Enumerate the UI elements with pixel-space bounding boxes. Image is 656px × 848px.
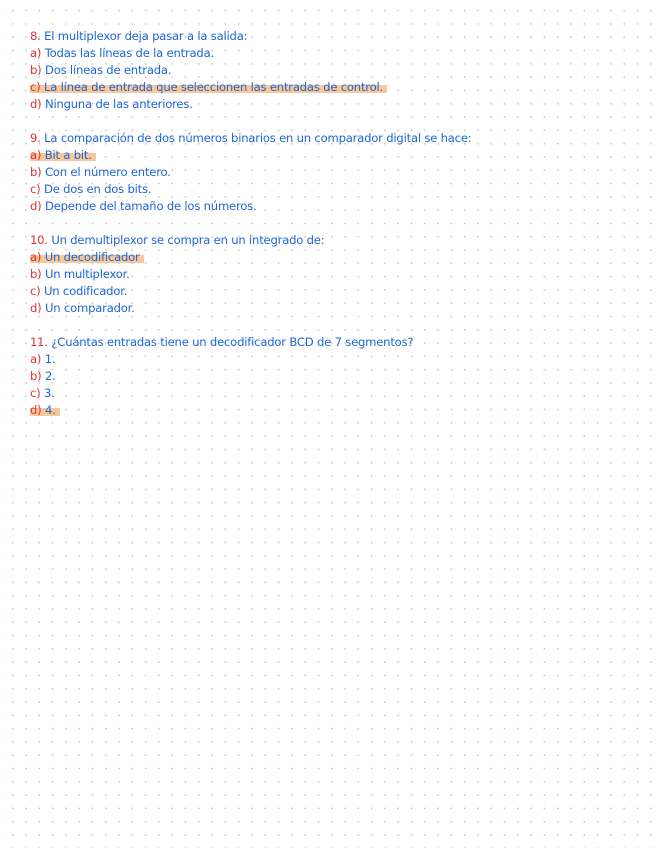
question-10 — [30, 232, 630, 317]
question-list — [30, 28, 630, 436]
question-text: La comparación de dos números binarios en un comparador digital se hace: — [44, 131, 472, 145]
option-letter: c) — [30, 80, 41, 94]
option-letter: b) — [30, 369, 42, 383]
option-b — [30, 62, 630, 79]
option-text: Depende del tamaño de los números. — [44, 199, 257, 213]
question-text: ¿Cuántas entradas tiene un decodificador BCD de 7 segmentos? — [51, 335, 414, 349]
option-text: Bit a bit. — [44, 148, 92, 162]
question-text: El multiplexor deja pasar a la salida: — [44, 29, 248, 43]
option-letter: c) — [30, 386, 41, 400]
option-letter: a) — [30, 352, 42, 366]
answer-highlight — [30, 403, 60, 417]
option-d — [30, 402, 630, 419]
option-d — [30, 198, 630, 215]
answer-highlight — [30, 148, 96, 162]
option-a — [30, 351, 630, 368]
option-letter: a) — [30, 148, 42, 162]
question-number: 10. — [30, 233, 48, 247]
option-a — [30, 249, 630, 266]
question-number: 8. — [30, 29, 41, 43]
option-text: Un codificador. — [44, 284, 128, 298]
option-text: De dos en dos bits. — [44, 182, 152, 196]
question-number: 9. — [30, 131, 41, 145]
option-letter: b) — [30, 63, 42, 77]
option-b — [30, 266, 630, 283]
question-8 — [30, 28, 630, 113]
option-text: 2. — [44, 369, 56, 383]
option-text: Un decodificador — [44, 250, 140, 264]
option-letter: a) — [30, 46, 42, 60]
option-letter: b) — [30, 267, 42, 281]
option-text: Ninguna de las anteriores. — [44, 97, 193, 111]
option-letter: a) — [30, 250, 42, 264]
question-9 — [30, 130, 630, 215]
option-text: La línea de entrada que seleccionen las entradas de control. — [44, 80, 384, 94]
option-d — [30, 96, 630, 113]
question-number: 11. — [30, 335, 48, 349]
option-c — [30, 181, 630, 198]
option-text: Un multiplexor. — [44, 267, 130, 281]
option-a — [30, 147, 630, 164]
option-letter: d) — [30, 199, 42, 213]
question-11 — [30, 334, 630, 419]
option-c — [30, 79, 630, 96]
option-letter: d) — [30, 97, 42, 111]
option-letter: c) — [30, 182, 41, 196]
option-c — [30, 283, 630, 300]
option-letter: d) — [30, 403, 42, 417]
option-text: 3. — [44, 386, 55, 400]
option-letter: c) — [30, 284, 41, 298]
answer-highlight — [30, 80, 387, 94]
question-stem — [30, 28, 630, 45]
option-text: Con el número entero. — [44, 165, 171, 179]
option-d — [30, 300, 630, 317]
option-c — [30, 385, 630, 402]
option-text: Un comparador. — [44, 301, 135, 315]
question-stem — [30, 130, 630, 147]
question-stem — [30, 334, 630, 351]
option-b — [30, 368, 630, 385]
option-text: Todas las líneas de la entrada. — [44, 46, 214, 60]
option-letter: d) — [30, 301, 42, 315]
option-text: Dos líneas de entrada. — [44, 63, 172, 77]
question-stem — [30, 232, 630, 249]
option-text: 4. — [44, 403, 56, 417]
question-text: Un demultiplexor se compra en un integrado de: — [51, 233, 325, 247]
option-letter: b) — [30, 165, 42, 179]
answer-highlight — [30, 250, 144, 264]
option-b — [30, 164, 630, 181]
option-a — [30, 45, 630, 62]
option-text: 1. — [44, 352, 56, 366]
